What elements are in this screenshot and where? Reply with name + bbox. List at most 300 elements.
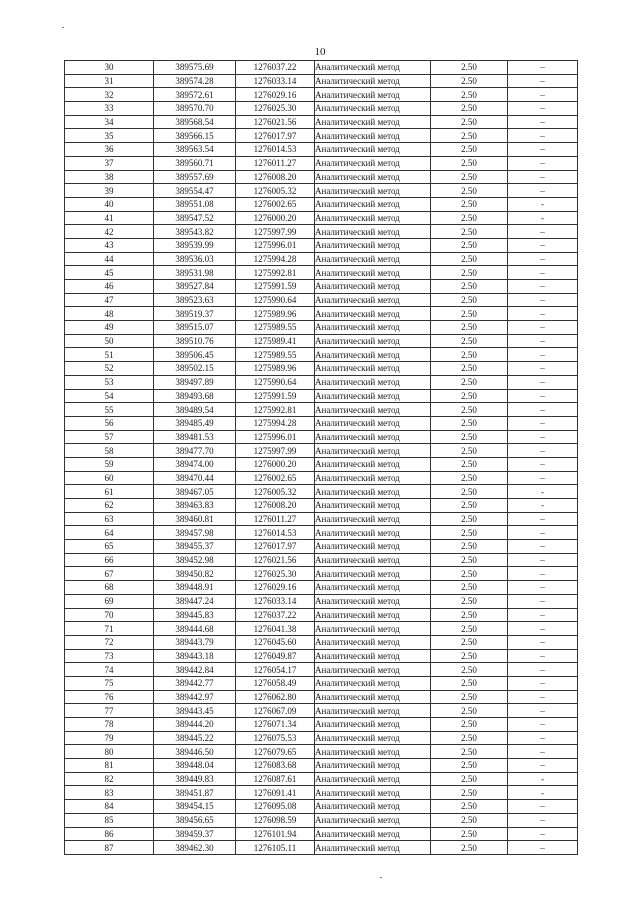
accuracy-cell: 2.50: [431, 567, 508, 581]
note-cell: –: [508, 143, 578, 157]
accuracy-cell: 2.50: [431, 197, 508, 211]
note-cell: –: [508, 540, 578, 554]
coordinate-x-cell: 389568.54: [154, 115, 236, 129]
coordinate-y-cell: 1276037.22: [236, 608, 315, 622]
coordinate-x-cell: 389481.53: [154, 430, 236, 444]
note-cell: –: [508, 348, 578, 362]
method-cell: Аналитический метод: [315, 307, 431, 321]
accuracy-cell: 2.50: [431, 389, 508, 403]
coordinate-y-cell: 1276011.27: [236, 156, 315, 170]
accuracy-cell: 2.50: [431, 61, 508, 75]
note-cell: –: [508, 759, 578, 773]
note-cell: –: [508, 362, 578, 376]
point-number-cell: 53: [65, 375, 154, 389]
point-number-cell: 61: [65, 485, 154, 499]
note-cell: –: [508, 225, 578, 239]
accuracy-cell: 2.50: [431, 88, 508, 102]
table-row: [65, 718, 578, 732]
table-row: [65, 471, 578, 485]
coordinate-y-cell: 1275990.64: [236, 293, 315, 307]
accuracy-cell: 2.50: [431, 649, 508, 663]
coordinate-y-cell: 1276005.32: [236, 184, 315, 198]
table-row: [65, 581, 578, 595]
method-cell: Аналитический метод: [315, 800, 431, 814]
point-number-cell: 37: [65, 156, 154, 170]
method-cell: Аналитический метод: [315, 266, 431, 280]
point-number-cell: 49: [65, 321, 154, 335]
coordinate-x-cell: 389445.22: [154, 731, 236, 745]
accuracy-cell: 2.50: [431, 170, 508, 184]
coordinate-x-cell: 389523.63: [154, 293, 236, 307]
accuracy-cell: 2.50: [431, 526, 508, 540]
method-cell: Аналитический метод: [315, 690, 431, 704]
note-cell: –: [508, 280, 578, 294]
table-row: [65, 403, 578, 417]
table-row: [65, 594, 578, 608]
table-row: [65, 184, 578, 198]
coordinate-y-cell: 1276105.11: [236, 841, 315, 855]
method-cell: Аналитический метод: [315, 74, 431, 88]
accuracy-cell: 2.50: [431, 430, 508, 444]
note-cell: –: [508, 375, 578, 389]
method-cell: Аналитический метод: [315, 649, 431, 663]
coordinate-x-cell: 389547.52: [154, 211, 236, 225]
coordinate-y-cell: 1276017.97: [236, 540, 315, 554]
coordinate-x-cell: 389474.00: [154, 457, 236, 471]
note-cell: –: [508, 156, 578, 170]
table-row: [65, 348, 578, 362]
method-cell: Аналитический метод: [315, 841, 431, 855]
method-cell: Аналитический метод: [315, 540, 431, 554]
note-cell: –: [508, 745, 578, 759]
coordinate-y-cell: 1275996.01: [236, 430, 315, 444]
table-row: [65, 321, 578, 335]
coordinate-y-cell: 1276029.16: [236, 581, 315, 595]
accuracy-cell: 2.50: [431, 280, 508, 294]
coordinate-x-cell: 389442.97: [154, 690, 236, 704]
coordinate-x-cell: 389455.37: [154, 540, 236, 554]
table-row: [65, 526, 578, 540]
accuracy-cell: 2.50: [431, 731, 508, 745]
accuracy-cell: 2.50: [431, 403, 508, 417]
method-cell: Аналитический метод: [315, 225, 431, 239]
coordinate-x-cell: 389531.98: [154, 266, 236, 280]
method-cell: Аналитический метод: [315, 512, 431, 526]
method-cell: Аналитический метод: [315, 444, 431, 458]
method-cell: Аналитический метод: [315, 676, 431, 690]
coordinate-x-cell: 389572.61: [154, 88, 236, 102]
accuracy-cell: 2.50: [431, 786, 508, 800]
note-cell: –: [508, 457, 578, 471]
point-number-cell: 85: [65, 813, 154, 827]
method-cell: Аналитический метод: [315, 567, 431, 581]
accuracy-cell: 2.50: [431, 129, 508, 143]
coordinate-y-cell: 1276025.30: [236, 567, 315, 581]
coordinates-table-body: [65, 61, 578, 855]
point-number-cell: 73: [65, 649, 154, 663]
point-number-cell: 45: [65, 266, 154, 280]
method-cell: Аналитический метод: [315, 184, 431, 198]
coordinate-x-cell: 389574.28: [154, 74, 236, 88]
point-number-cell: 47: [65, 293, 154, 307]
coordinate-y-cell: 1276008.20: [236, 170, 315, 184]
coordinate-y-cell: 1276049.87: [236, 649, 315, 663]
note-cell: –: [508, 321, 578, 335]
note-cell: –: [508, 800, 578, 814]
table-row: [65, 499, 578, 513]
table-row: [65, 362, 578, 376]
table-row: [65, 102, 578, 116]
note-cell: –: [508, 690, 578, 704]
note-cell: –: [508, 444, 578, 458]
accuracy-cell: 2.50: [431, 827, 508, 841]
method-cell: Аналитический метод: [315, 553, 431, 567]
method-cell: Аналитический метод: [315, 526, 431, 540]
note-cell: –: [508, 649, 578, 663]
method-cell: Аналитический метод: [315, 471, 431, 485]
table-row: [65, 430, 578, 444]
table-row: [65, 115, 578, 129]
coordinate-y-cell: 1276025.30: [236, 102, 315, 116]
accuracy-cell: 2.50: [431, 813, 508, 827]
note-cell: –: [508, 102, 578, 116]
table-row: [65, 553, 578, 567]
coordinate-x-cell: 389536.03: [154, 252, 236, 266]
accuracy-cell: 2.50: [431, 211, 508, 225]
note-cell: –: [508, 718, 578, 732]
method-cell: Аналитический метод: [315, 786, 431, 800]
coordinate-y-cell: 1276045.60: [236, 635, 315, 649]
coordinate-x-cell: 389443.79: [154, 635, 236, 649]
accuracy-cell: 2.50: [431, 608, 508, 622]
coordinate-y-cell: 1276002.65: [236, 471, 315, 485]
table-row: [65, 197, 578, 211]
coordinate-y-cell: 1276000.20: [236, 211, 315, 225]
method-cell: Аналитический метод: [315, 608, 431, 622]
accuracy-cell: 2.50: [431, 252, 508, 266]
coordinate-x-cell: 389444.68: [154, 622, 236, 636]
point-number-cell: 64: [65, 526, 154, 540]
point-number-cell: 78: [65, 718, 154, 732]
accuracy-cell: 2.50: [431, 676, 508, 690]
coordinate-x-cell: 389457.98: [154, 526, 236, 540]
accuracy-cell: 2.50: [431, 485, 508, 499]
table-row: [65, 745, 578, 759]
coordinate-y-cell: 1276067.09: [236, 704, 315, 718]
point-number-cell: 44: [65, 252, 154, 266]
coordinate-x-cell: 389451.87: [154, 786, 236, 800]
table-row: [65, 827, 578, 841]
point-number-cell: 86: [65, 827, 154, 841]
accuracy-cell: 2.50: [431, 512, 508, 526]
coordinate-x-cell: 389456.65: [154, 813, 236, 827]
table-row: [65, 772, 578, 786]
method-cell: Аналитический метод: [315, 745, 431, 759]
coordinate-y-cell: 1276014.53: [236, 143, 315, 157]
coordinate-x-cell: 389442.77: [154, 676, 236, 690]
note-cell: –: [508, 74, 578, 88]
coordinate-y-cell: 1276091.41: [236, 786, 315, 800]
note-cell: –: [508, 238, 578, 252]
coordinate-x-cell: 389527.84: [154, 280, 236, 294]
point-number-cell: 79: [65, 731, 154, 745]
accuracy-cell: 2.50: [431, 293, 508, 307]
scan-speck: [62, 27, 64, 28]
method-cell: Аналитический метод: [315, 704, 431, 718]
table-row: [65, 61, 578, 75]
note-cell: -: [508, 211, 578, 225]
accuracy-cell: 2.50: [431, 348, 508, 362]
coordinate-y-cell: 1276037.22: [236, 61, 315, 75]
scan-speck: [380, 877, 382, 878]
point-number-cell: 67: [65, 567, 154, 581]
table-row: [65, 457, 578, 471]
coordinate-x-cell: 389497.89: [154, 375, 236, 389]
coordinate-x-cell: 389459.37: [154, 827, 236, 841]
coordinate-x-cell: 389563.54: [154, 143, 236, 157]
coordinate-y-cell: 1276083.68: [236, 759, 315, 773]
coordinate-y-cell: 1276058.49: [236, 676, 315, 690]
coordinate-x-cell: 389452.98: [154, 553, 236, 567]
table-row: [65, 375, 578, 389]
accuracy-cell: 2.50: [431, 225, 508, 239]
point-number-cell: 84: [65, 800, 154, 814]
coordinates-table: [64, 60, 578, 855]
coordinate-x-cell: 389460.81: [154, 512, 236, 526]
accuracy-cell: 2.50: [431, 102, 508, 116]
coordinate-y-cell: 1275994.28: [236, 252, 315, 266]
coordinate-y-cell: 1275996.01: [236, 238, 315, 252]
coordinate-x-cell: 389489.54: [154, 403, 236, 417]
table-row: [65, 266, 578, 280]
coordinate-y-cell: 1276002.65: [236, 197, 315, 211]
accuracy-cell: 2.50: [431, 718, 508, 732]
method-cell: Аналитический метод: [315, 663, 431, 677]
point-number-cell: 31: [65, 74, 154, 88]
note-cell: –: [508, 416, 578, 430]
method-cell: Аналитический метод: [315, 280, 431, 294]
point-number-cell: 75: [65, 676, 154, 690]
note-cell: –: [508, 184, 578, 198]
table-row: [65, 293, 578, 307]
accuracy-cell: 2.50: [431, 362, 508, 376]
accuracy-cell: 2.50: [431, 594, 508, 608]
accuracy-cell: 2.50: [431, 321, 508, 335]
coordinate-y-cell: 1275997.99: [236, 225, 315, 239]
table-row: [65, 88, 578, 102]
table-row: [65, 512, 578, 526]
coordinate-y-cell: 1276017.97: [236, 129, 315, 143]
note-cell: –: [508, 841, 578, 855]
coordinate-x-cell: 389543.82: [154, 225, 236, 239]
coordinate-x-cell: 389510.76: [154, 334, 236, 348]
method-cell: Аналитический метод: [315, 813, 431, 827]
method-cell: Аналитический метод: [315, 485, 431, 499]
point-number-cell: 66: [65, 553, 154, 567]
table-row: [65, 622, 578, 636]
coordinate-x-cell: 389447.24: [154, 594, 236, 608]
method-cell: Аналитический метод: [315, 389, 431, 403]
coordinate-y-cell: 1275991.59: [236, 389, 315, 403]
coordinate-x-cell: 389566.15: [154, 129, 236, 143]
note-cell: –: [508, 676, 578, 690]
method-cell: Аналитический метод: [315, 718, 431, 732]
coordinate-y-cell: 1276021.56: [236, 115, 315, 129]
point-number-cell: 46: [65, 280, 154, 294]
note-cell: –: [508, 307, 578, 321]
point-number-cell: 62: [65, 499, 154, 513]
coordinate-y-cell: 1275997.99: [236, 444, 315, 458]
table-row: [65, 280, 578, 294]
coordinate-y-cell: 1275991.59: [236, 280, 315, 294]
coordinate-x-cell: 389539.99: [154, 238, 236, 252]
method-cell: Аналитический метод: [315, 635, 431, 649]
coordinate-x-cell: 389570.70: [154, 102, 236, 116]
coordinate-x-cell: 389449.83: [154, 772, 236, 786]
accuracy-cell: 2.50: [431, 800, 508, 814]
coordinate-y-cell: 1276101.94: [236, 827, 315, 841]
accuracy-cell: 2.50: [431, 499, 508, 513]
accuracy-cell: 2.50: [431, 704, 508, 718]
coordinate-x-cell: 389551.08: [154, 197, 236, 211]
table-row: [65, 444, 578, 458]
accuracy-cell: 2.50: [431, 334, 508, 348]
table-row: [65, 786, 578, 800]
note-cell: -: [508, 772, 578, 786]
method-cell: Аналитический метод: [315, 499, 431, 513]
point-number-cell: 70: [65, 608, 154, 622]
point-number-cell: 32: [65, 88, 154, 102]
method-cell: Аналитический метод: [315, 88, 431, 102]
table-row: [65, 731, 578, 745]
page-number: 10: [314, 46, 326, 58]
note-cell: –: [508, 389, 578, 403]
table-row: [65, 156, 578, 170]
coordinate-x-cell: 389506.45: [154, 348, 236, 362]
coordinate-x-cell: 389519.37: [154, 307, 236, 321]
point-number-cell: 39: [65, 184, 154, 198]
coordinate-y-cell: 1275989.41: [236, 334, 315, 348]
point-number-cell: 76: [65, 690, 154, 704]
note-cell: -: [508, 786, 578, 800]
table-row: [65, 238, 578, 252]
method-cell: Аналитический метод: [315, 211, 431, 225]
point-number-cell: 58: [65, 444, 154, 458]
point-number-cell: 81: [65, 759, 154, 773]
coordinate-y-cell: 1276095.08: [236, 800, 315, 814]
note-cell: –: [508, 594, 578, 608]
accuracy-cell: 2.50: [431, 307, 508, 321]
point-number-cell: 56: [65, 416, 154, 430]
note-cell: –: [508, 471, 578, 485]
accuracy-cell: 2.50: [431, 156, 508, 170]
point-number-cell: 87: [65, 841, 154, 855]
coordinate-x-cell: 389467.05: [154, 485, 236, 499]
accuracy-cell: 2.50: [431, 457, 508, 471]
point-number-cell: 63: [65, 512, 154, 526]
table-row: [65, 211, 578, 225]
table-row: [65, 567, 578, 581]
note-cell: –: [508, 252, 578, 266]
coordinate-y-cell: 1276087.61: [236, 772, 315, 786]
note-cell: –: [508, 88, 578, 102]
coordinate-x-cell: 389477.70: [154, 444, 236, 458]
coordinate-y-cell: 1275992.81: [236, 403, 315, 417]
note-cell: –: [508, 663, 578, 677]
coordinate-y-cell: 1275994.28: [236, 416, 315, 430]
point-number-cell: 38: [65, 170, 154, 184]
method-cell: Аналитический метод: [315, 102, 431, 116]
table-row: [65, 676, 578, 690]
point-number-cell: 65: [65, 540, 154, 554]
method-cell: Аналитический метод: [315, 375, 431, 389]
method-cell: Аналитический метод: [315, 197, 431, 211]
point-number-cell: 59: [65, 457, 154, 471]
coordinate-y-cell: 1276021.56: [236, 553, 315, 567]
coordinate-x-cell: 389502.15: [154, 362, 236, 376]
table-row: [65, 74, 578, 88]
accuracy-cell: 2.50: [431, 635, 508, 649]
point-number-cell: 40: [65, 197, 154, 211]
coordinate-y-cell: 1276000.20: [236, 457, 315, 471]
point-number-cell: 72: [65, 635, 154, 649]
coordinate-x-cell: 389442.84: [154, 663, 236, 677]
accuracy-cell: 2.50: [431, 772, 508, 786]
accuracy-cell: 2.50: [431, 416, 508, 430]
note-cell: -: [508, 485, 578, 499]
note-cell: –: [508, 334, 578, 348]
point-number-cell: 80: [65, 745, 154, 759]
coordinate-x-cell: 389493.68: [154, 389, 236, 403]
note-cell: –: [508, 581, 578, 595]
method-cell: Аналитический метод: [315, 334, 431, 348]
method-cell: Аналитический метод: [315, 827, 431, 841]
method-cell: Аналитический метод: [315, 115, 431, 129]
accuracy-cell: 2.50: [431, 266, 508, 280]
coordinate-y-cell: 1275990.64: [236, 375, 315, 389]
method-cell: Аналитический метод: [315, 348, 431, 362]
table-row: [65, 307, 578, 321]
coordinate-x-cell: 389448.04: [154, 759, 236, 773]
table-row: [65, 485, 578, 499]
coordinate-x-cell: 389444.20: [154, 718, 236, 732]
table-row: [65, 663, 578, 677]
coordinate-x-cell: 389445.83: [154, 608, 236, 622]
point-number-cell: 48: [65, 307, 154, 321]
coordinate-y-cell: 1275989.55: [236, 348, 315, 362]
method-cell: Аналитический метод: [315, 293, 431, 307]
point-number-cell: 83: [65, 786, 154, 800]
note-cell: –: [508, 567, 578, 581]
note-cell: –: [508, 512, 578, 526]
point-number-cell: 74: [65, 663, 154, 677]
coordinate-y-cell: 1275989.96: [236, 307, 315, 321]
method-cell: Аналитический метод: [315, 362, 431, 376]
note-cell: –: [508, 553, 578, 567]
method-cell: Аналитический метод: [315, 731, 431, 745]
coordinate-y-cell: 1276079.65: [236, 745, 315, 759]
coordinate-y-cell: 1276075.53: [236, 731, 315, 745]
table-row: [65, 252, 578, 266]
note-cell: –: [508, 115, 578, 129]
method-cell: Аналитический метод: [315, 594, 431, 608]
accuracy-cell: 2.50: [431, 553, 508, 567]
note-cell: –: [508, 526, 578, 540]
point-number-cell: 71: [65, 622, 154, 636]
coordinate-y-cell: 1276014.53: [236, 526, 315, 540]
method-cell: Аналитический метод: [315, 170, 431, 184]
note-cell: -: [508, 197, 578, 211]
